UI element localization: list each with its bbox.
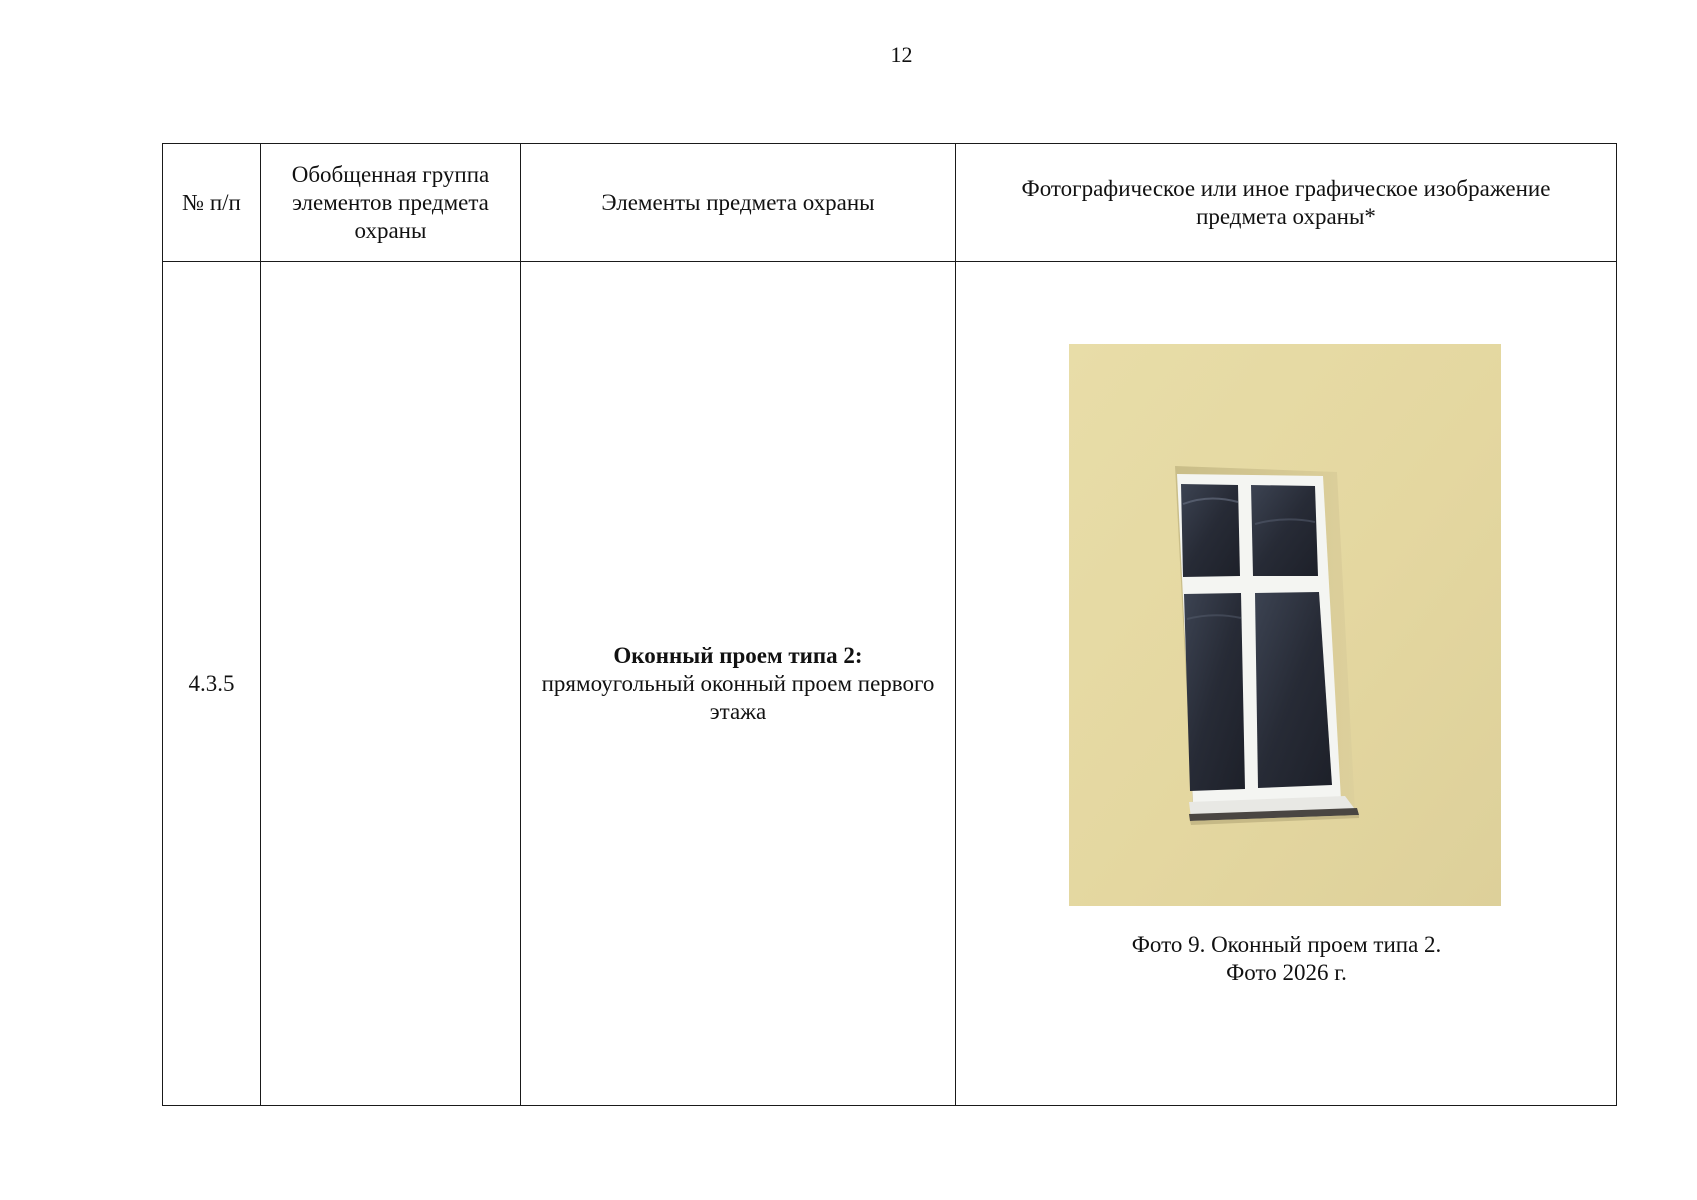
row-group [261, 262, 521, 1106]
element-title: Оконный проем типа 2: [613, 642, 863, 668]
element-description: прямоугольный оконный проем первого этажа [541, 670, 935, 724]
table-row [163, 262, 1617, 1106]
table-header-row [163, 144, 1617, 262]
protection-subject-table [162, 143, 1617, 1106]
header-num: № п/п [163, 144, 261, 262]
header-elements: Элементы предмета охраны [521, 144, 956, 262]
photo-caption-line-1: Фото 9. Оконный проем типа 2. [1131, 932, 1442, 957]
photo-caption [956, 931, 1617, 987]
row-photo-cell [956, 262, 1617, 1106]
photo-caption-line-2: Фото 2026 г. [1226, 960, 1347, 985]
row-number: 4.3.5 [163, 262, 261, 1106]
header-image: Фотографическое или иное графическое изображение предмета охраны* [956, 144, 1617, 262]
header-group: Обобщенная группа элементов предмета охраны [261, 144, 521, 262]
row-elements [521, 262, 956, 1106]
window-photo [1069, 344, 1501, 906]
page-number: 12 [890, 42, 913, 67]
